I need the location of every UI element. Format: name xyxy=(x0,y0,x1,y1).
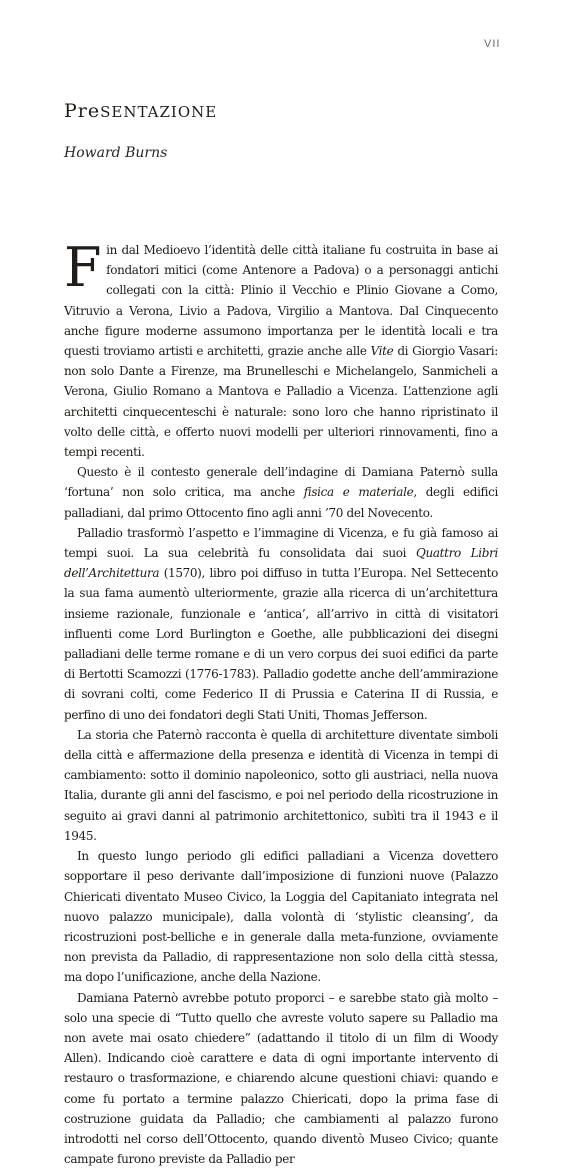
body-text xyxy=(64,236,498,1169)
paragraph-4: La storia che Paternò racconta è quella di architetture diventate simboli della città e affermazione della presenza e identità di Vicenza in tempi di cambiamento: sotto il dominio napoleonico, sotto gli austriaci, nella nuova Italia, durante gli anni del fascismo, e poi nel periodo della ricostruzione in seguito ai gravi danni al patrimonio architettonico, subìti tra il 1943 e il 1945. xyxy=(64,727,498,843)
title-lowercase-part: re xyxy=(77,100,101,122)
chapter-title xyxy=(64,100,217,122)
paragraph-2-italic: fisica e materiale xyxy=(303,485,414,500)
page-number: VII xyxy=(484,38,501,50)
paragraph-2-text-a: Questo è il contesto generale dell’indagine di Damiana Paternò sulla ‘fortuna’ non solo critica, ma anche xyxy=(64,465,498,500)
title-initial: P xyxy=(64,100,78,122)
paragraph-1-text-a: in dal Medioevo l’identità delle città italiane fu costruita in base ai fondatori mitici (come Antenore a Padova) o a personaggi antichi collegati con la città: Plinio il Vecchio e Plinio Giovane a Como, Vitruvio a Verona, Livio a Padova, Virgilio a Mantova. Dal Cinquecento anche figure moderne assumono importanza per le identità locali e tra questi troviamo artisti e architetti, grazie anche alle xyxy=(64,243,498,359)
paragraph-1 xyxy=(64,236,498,462)
paragraph-3-italic: Quattro Libri dell’Architettura xyxy=(64,546,498,581)
paragraph-1-italic: Vite xyxy=(370,344,394,359)
drop-cap: F xyxy=(64,236,102,299)
paragraph-1-text-b: di Giorgio Vasari: non solo Dante a Firenze, ma Brunelleschi e Michelangelo, Sanmicheli a Verona, Giulio Romano a Mantova e Palladio a Vicenza. L’attenzione agli architetti cinquecenteschi è naturale: sono loro che hanno ripristinato il volto delle città, e offerto nuovi modelli per ulteriori rinnovamenti, fino a tempi recenti. xyxy=(64,344,498,460)
paragraph-2 xyxy=(64,462,498,523)
paragraph-3-text-b: (1570), libro poi diffuso in tutta l’Europa. Nel Settecento la sua fama aumentò ulteriormente, grazie alla ricerca di un’architettura insieme razionale, funzionale e ‘antica’, all’arrivo in città di visitatori influenti come Lord Burlington e Goethe, alle pubblicazioni dei disegni palladiani delle terme romane e di un vero corpus dei suoi edifici da parte di Bertotti Scamozzi (1776-1783). Palladio godette anche dell’ammirazione di sovrani colti, come Federico II di Prussia e Caterina II di Russia, e perfino di uno dei fondatori degli Stati Uniti, Thomas Jefferson. xyxy=(64,566,498,722)
title-small-caps: SENTAZIONE xyxy=(100,103,218,121)
author-name: Howard Burns xyxy=(64,145,168,161)
paragraph-5: In questo lungo periodo gli edifici palladiani a Vicenza dovettero sopportare il peso derivante dall’imposizione di funzioni nuove (Palazzo Chiericati diventato Museo Civico, la Loggia del Capitaniato integrata nel nuovo palazzo municipale), dalla volontà di ‘stylistic cleansing’, da ricostruzioni post-belliche e in generale dalla meta-funzione, ovviamente non prevista da Palladio, di rappresentazione non solo della città stessa, ma dopo l’unificazione, anche della Nazione. xyxy=(64,849,498,985)
paragraph-2-text-b: , degli edifici palladiani, dal primo Ottocento fino agli anni ’70 del Novecento. xyxy=(64,485,498,520)
paragraph-3-text-a: Palladio trasformò l’aspetto e l’immagine di Vicenza, e fu già famoso ai tempi suoi. La sua celebrità fu consolidata dai suoi xyxy=(64,525,498,561)
paragraph-6: Damiana Paternò avrebbe potuto proporci – e sarebbe stato già molto – solo una specie di “Tutto quello che avreste voluto sapere su Palladio ma non avete mai osato chiedere” (adattando il titolo di un film di Woody Allen). Indicando cioè carattere e data di ogni importante intervento di restauro o trasformazione, e chiarendo alcune questioni chiavi: quando e come fu portato a termine palazzo Chiericati, dopo la prima fase di costruzione guidata da Palladio; che cambiamenti al palazzo furono introdotti nel corso dell’Ottocento, quando diventò Museo Civico; quante campate furono previste da Palladio per xyxy=(64,990,498,1167)
paragraph-3 xyxy=(64,523,498,725)
